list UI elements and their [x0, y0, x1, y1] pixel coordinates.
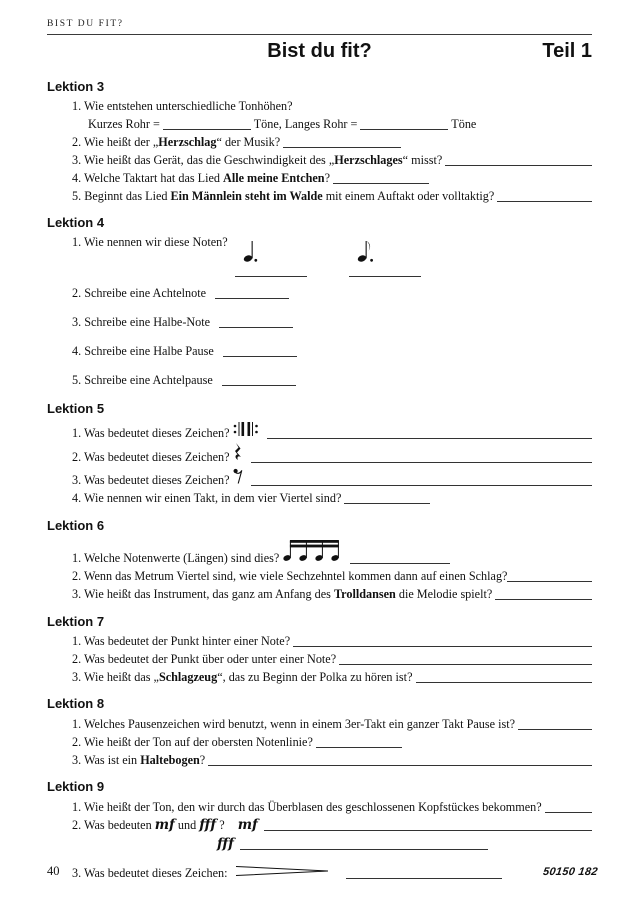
- question-line: [72, 716, 592, 732]
- section-heading: Lektion 8: [47, 696, 105, 712]
- question-text: 2. Was bedeutet dieses Zeichen?: [72, 450, 233, 465]
- question-text-bold: Ein Männlein steht im Walde: [170, 189, 323, 204]
- question-text-bold: Schlagzeug: [158, 670, 218, 685]
- section-heading: Lektion 3: [47, 79, 105, 94]
- question-text: 1. Welches Pausenzeichen wird benutzt, wenn in einem 3er-Takt ein ganzer Takt Pause ist?: [72, 717, 519, 732]
- answer-blank: [316, 736, 402, 748]
- part-label: Teil 1: [542, 40, 592, 62]
- question-text: Töne, Langes Rohr =: [250, 116, 361, 131]
- question-text: “, das zu Beginn der Polka zu hören ist?: [217, 670, 416, 685]
- running-header-text: BIST DU FIT?: [47, 19, 124, 29]
- question-line: [72, 314, 592, 330]
- question-line: [72, 669, 592, 685]
- answer-blank: [545, 801, 592, 813]
- section-lektion-8: [47, 696, 592, 768]
- question-line: [88, 116, 592, 132]
- question-text: 1. Wie entstehen unterschiedliche Tonhöhen?: [72, 98, 293, 113]
- question-text: 1. Wie heißt der Ton, den wir durch das Überblasen des geschlossenen Kopfstückes bekommen?: [72, 800, 545, 815]
- question-line: [72, 467, 592, 488]
- question-line: [72, 633, 592, 649]
- section-lektion-3: [47, 79, 592, 204]
- answer-blank: [518, 718, 592, 730]
- spacer: [243, 483, 251, 484]
- question-text: ?: [216, 818, 228, 833]
- question-text: 3. Was ist ein: [72, 753, 141, 768]
- answer-blank: [416, 671, 592, 683]
- dynamics-fff: fff: [217, 835, 234, 852]
- question-text: 2. Wie heißt der Ton auf der obersten Notenlinie?: [72, 735, 316, 750]
- answer-blank: [497, 190, 592, 202]
- section-lektion-6: [47, 518, 592, 603]
- note-over-blank: [349, 238, 421, 275]
- question-text-bold: Herzschlages: [334, 152, 403, 167]
- question-text: mit einem Auftakt oder volltaktig?: [322, 189, 498, 204]
- question-text: 4. Schreibe eine Halbe Pause: [72, 344, 217, 359]
- running-header: [47, 13, 592, 35]
- answer-blank: [349, 265, 421, 277]
- question-text: ?: [324, 171, 334, 186]
- question-text: 5. Beginnt das Lied: [72, 189, 171, 204]
- answer-blank: [445, 154, 592, 166]
- question-line: [72, 817, 592, 834]
- question-text: 4. Welche Taktart hat das Lied: [72, 171, 224, 186]
- question-text: “ misst?: [402, 152, 446, 167]
- title-row: [47, 40, 592, 68]
- spacer: [228, 828, 238, 829]
- question-line: [72, 343, 592, 359]
- quarter-rest-icon: [233, 443, 243, 461]
- question-line: [72, 490, 592, 506]
- question-text: 3. Schreibe eine Halbe-Note: [72, 315, 214, 330]
- answer-blank: [240, 838, 488, 850]
- question-text: 1. Welche Notenwerte (Längen) sind dies?: [72, 551, 283, 566]
- question-line: [72, 235, 592, 272]
- sections-container: [47, 79, 592, 881]
- sixteenth-group-icon: [282, 537, 344, 562]
- question-text: 2. Wie heißt der „: [72, 134, 159, 149]
- question-text: 4. Wie nennen wir einen Takt, in dem vier Viertel sind?: [72, 491, 345, 506]
- question-line: [72, 134, 592, 150]
- question-text: 3. Wie heißt das „: [72, 670, 159, 685]
- dynamics-mf: mf: [237, 817, 258, 834]
- answer-blank: [339, 653, 592, 665]
- answer-blank: [235, 265, 307, 277]
- question-line: [72, 99, 592, 114]
- note-over-blank: [235, 238, 307, 275]
- section-heading: Lektion 9: [47, 779, 105, 795]
- question-text-bold: Alle meine Entchen: [223, 171, 325, 186]
- answer-blank: [264, 819, 592, 831]
- question-text: ?: [199, 753, 209, 768]
- question-line: [72, 537, 592, 566]
- question-text: 3. Was bedeutet dieses Zeichen:: [72, 865, 231, 880]
- footer: [47, 864, 598, 879]
- question-line: [72, 651, 592, 667]
- dotted-eighth-note-icon: [357, 238, 374, 262]
- answer-blank: [222, 374, 296, 386]
- question-text-bold: Trolldansen: [333, 587, 396, 602]
- question-line: [72, 752, 592, 768]
- page-number: 40: [47, 864, 60, 878]
- answer-blank: [163, 118, 251, 130]
- answer-blank: [223, 345, 297, 357]
- question-text: und: [174, 818, 200, 833]
- section-heading: Lektion 4: [47, 215, 105, 231]
- question-text: 1. Was bedeutet dieses Zeichen?: [72, 426, 233, 441]
- question-line: [217, 836, 592, 853]
- section-lektion-5: [47, 401, 592, 506]
- question-text: Kurzes Rohr =: [88, 116, 163, 131]
- question-text: 3. Wie heißt das Gerät, das die Geschwindigkeit des „: [72, 152, 335, 167]
- question-text: 5. Schreibe eine Achtelpause: [72, 373, 216, 388]
- publisher-logo: 50150 182: [542, 866, 599, 878]
- dynamics-fff: fff: [199, 817, 217, 834]
- question-text: 3. Wie heißt das Instrument, das ganz am Anfang des: [72, 587, 334, 602]
- answer-blank: [267, 427, 592, 439]
- question-text: 3. Was bedeutet dieses Zeichen?: [72, 473, 233, 488]
- repeat-sign-icon: [233, 421, 259, 437]
- question-text: 2. Was bedeuten: [72, 818, 155, 833]
- question-line: [72, 734, 592, 750]
- answer-blank: [251, 451, 592, 463]
- answer-blank: [293, 635, 592, 647]
- section-heading: Lektion 7: [47, 613, 105, 629]
- question-text: 2. Was bedeutet der Punkt über oder unter einer Note?: [72, 652, 340, 667]
- page-title: Bist du fit?: [267, 40, 372, 62]
- question-text: die Melodie spielt?: [395, 587, 496, 602]
- answer-blank: [333, 172, 429, 184]
- question-line: [72, 586, 592, 602]
- question-text: 2. Schreibe eine Achtelnote: [72, 285, 210, 300]
- dynamics-mf: mf: [154, 817, 175, 834]
- section-heading: Lektion 5: [47, 401, 105, 417]
- question-line: [72, 799, 592, 815]
- question-line: [72, 568, 592, 584]
- question-line: [72, 421, 592, 441]
- question-line: [72, 285, 592, 301]
- question-text: 1. Was bedeutet der Punkt hinter einer Note?: [72, 634, 294, 649]
- question-text-bold: Herzschlag: [158, 134, 217, 149]
- question-text-bold: Haltebogen: [140, 753, 200, 768]
- spacer: [259, 436, 267, 437]
- dotted-quarter-note-icon: [243, 238, 258, 262]
- header-rule: [47, 34, 592, 35]
- answer-blank: [360, 118, 448, 130]
- section-lektion-7: [47, 614, 592, 686]
- section-heading: Lektion 6: [47, 517, 105, 533]
- question-line: [72, 188, 592, 204]
- eighth-rest-icon: [233, 467, 243, 484]
- answer-blank: [283, 136, 401, 148]
- question-text: 1. Wie nennen wir diese Noten?: [72, 234, 231, 249]
- answer-blank: [208, 754, 592, 766]
- answer-blank: [495, 588, 592, 600]
- answer-blank: [251, 474, 592, 486]
- answer-blank: [219, 316, 293, 328]
- answer-blank: [344, 492, 430, 504]
- spacer: [307, 245, 349, 246]
- question-line: [72, 152, 592, 168]
- answer-blank: [507, 570, 592, 582]
- section-lektion-4: [47, 215, 592, 388]
- question-line: [72, 372, 592, 388]
- question-line: [72, 170, 592, 186]
- answer-blank: [350, 552, 450, 564]
- question-text: Töne: [448, 116, 477, 131]
- spacer: [243, 460, 251, 461]
- answer-blank: [215, 287, 289, 299]
- question-text: “ der Musik?: [216, 134, 284, 149]
- question-line: [72, 443, 592, 465]
- question-text: 2. Wenn das Metrum Viertel sind, wie viele Sechzehntel kommen dann auf einen Schlag?: [72, 569, 508, 584]
